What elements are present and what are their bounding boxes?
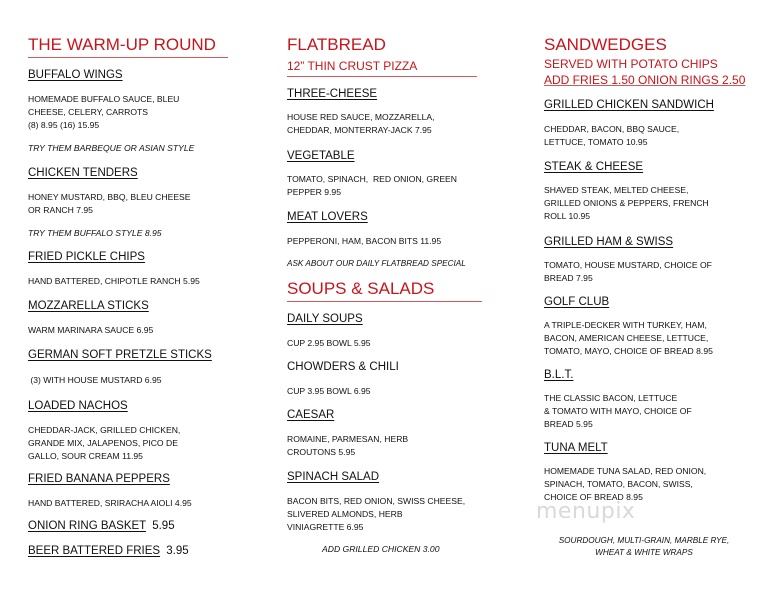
- note-buffalo-style: TRY THEM BUFFALO STYLE 8.95: [28, 228, 162, 238]
- section-subtitle-potato-chips: SERVED WITH POTATO CHIPS: [544, 57, 718, 71]
- desc-line: PEPPER 9.95: [287, 187, 341, 197]
- item-caesar: CAESAR: [287, 409, 335, 421]
- item-daily-soups: DAILY SOUPS: [287, 313, 363, 325]
- item-mozzarella-sticks: MOZZARELLA STICKS: [28, 300, 149, 312]
- item-meat-lovers: MEAT LOVERS: [287, 211, 368, 223]
- desc-line: ROMAINE, PARMESAN, HERB: [287, 434, 409, 444]
- note-bread-choices-1: SOURDOUGH, MULTI-GRAIN, MARBLE RYE,: [558, 536, 730, 545]
- section-subtitle-thin-crust: 12” THIN CRUST PIZZA: [287, 59, 418, 73]
- section-title-soups-salads: SOUPS & SALADS: [287, 279, 435, 298]
- desc-line: CUP 2.95 BOWL 5.95: [287, 338, 371, 348]
- desc-line: BACON BITS, RED ONION, SWISS CHEESE,: [287, 496, 466, 506]
- desc-line: HAND BATTERED, CHIPOTLE RANCH 5.95: [28, 276, 200, 286]
- section-divider: [28, 57, 228, 58]
- desc-line: SLIVERED ALMONDS, HERB: [287, 509, 403, 519]
- section-title-flatbread: FLATBREAD: [287, 35, 386, 54]
- desc-line: PEPPERONI, HAM, BACON BITS 11.95: [287, 236, 442, 246]
- desc-line: CHEDDAR, MONTERRAY-JACK 7.95: [287, 125, 432, 135]
- item-chicken-tenders: CHICKEN TENDERS: [28, 167, 138, 179]
- item-german-pretzle-sticks: GERMAN SOFT PRETZLE STICKS: [28, 349, 212, 361]
- section-divider: [287, 301, 482, 302]
- desc-line: & TOMATO WITH MAYO, CHOICE OF: [544, 406, 692, 416]
- section-subtitle-add-fries: ADD FRIES 1.50 ONION RINGS 2.50: [544, 73, 746, 87]
- desc-line: THE CLASSIC BACON, LETTUCE: [544, 393, 678, 403]
- item-grilled-ham-swiss: GRILLED HAM & SWISS: [544, 236, 674, 248]
- desc-line: GALLO, SOUR CREAM 11.95: [28, 451, 143, 461]
- desc-line: CUP 3.95 BOWL 6.95: [287, 386, 371, 396]
- item-chowders-chili: CHOWDERS & CHILI: [287, 361, 399, 373]
- item-steak-cheese: STEAK & CHEESE: [544, 161, 644, 173]
- section-divider: [287, 76, 477, 77]
- item-spinach-salad: SPINACH SALAD: [287, 471, 380, 483]
- note-bread-choices-2: WHEAT & WHITE WRAPS: [595, 548, 693, 557]
- desc-line: TOMATO, HOUSE MUSTARD, CHOICE OF: [544, 260, 712, 270]
- item-name: BEER BATTERED FRIES: [28, 545, 161, 557]
- desc-line: ROLL 10.95: [544, 211, 591, 221]
- item-fried-banana-peppers: FRIED BANANA PEPPERS: [28, 473, 170, 485]
- desc-line: HOMEMADE BUFFALO SAUCE, BLEU: [28, 94, 180, 104]
- desc-line: GRILLED ONIONS & PEPPERS, FRENCH: [544, 198, 709, 208]
- note-add-grilled-chicken: ADD GRILLED CHICKEN 3.00: [322, 544, 440, 554]
- desc-line: SPINACH, TOMATO, BACON, SWISS,: [544, 479, 693, 489]
- desc-line: TOMATO, SPINACH, RED ONION, GREEN: [287, 174, 457, 184]
- item-price: 5.95: [152, 520, 175, 532]
- item-loaded-nachos: LOADED NACHOS: [28, 400, 128, 412]
- desc-line: CHEDDAR, BACON, BBQ SAUCE,: [544, 124, 680, 134]
- item-name: ONION RING BASKET: [28, 520, 147, 532]
- desc-line: (3) WITH HOUSE MUSTARD 6.95: [28, 375, 162, 385]
- item-vegetable: VEGETABLE: [287, 150, 355, 162]
- desc-line: CHOICE OF BREAD 8.95: [544, 492, 643, 502]
- desc-line: SHAVED STEAK, MELTED CHEESE,: [544, 185, 689, 195]
- desc-line: BREAD 7.95: [544, 273, 593, 283]
- desc-line: VINIAGRETTE 6.95: [287, 522, 364, 532]
- item-grilled-chicken-sandwich: GRILLED CHICKEN SANDWICH: [544, 99, 714, 111]
- desc-line: HAND BATTERED, SRIRACHA AIOLI 4.95: [28, 498, 192, 508]
- desc-line: (8) 8.95 (16) 15.95: [28, 120, 100, 130]
- item-onion-ring-basket: [28, 519, 175, 533]
- note-daily-flatbread: ASK ABOUT OUR DAILY FLATBREAD SPECIAL: [287, 259, 466, 268]
- desc-line: CHEDDAR-JACK, GRILLED CHICKEN,: [28, 425, 181, 435]
- item-buffalo-wings: BUFFALO WINGS: [28, 69, 123, 81]
- item-three-cheese: THREE-CHEESE: [287, 88, 378, 100]
- note-barbeque: TRY THEM BARBEQUE OR ASIAN STYLE: [28, 143, 195, 153]
- desc-line: GRANDE MIX, JALAPENOS, PICO DE: [28, 438, 178, 448]
- desc-line: HONEY MUSTARD, BBQ, BLEU CHEESE: [28, 192, 191, 202]
- desc-line: OR RANCH 7.95: [28, 205, 93, 215]
- desc-line: TOMATO, MAYO, CHOICE OF BREAD 8.95: [544, 346, 713, 356]
- desc-line: BACON, AMERICAN CHEESE, LETTUCE,: [544, 333, 709, 343]
- desc-line: LETTUCE, TOMATO 10.95: [544, 137, 648, 147]
- item-price: 3.95: [166, 545, 189, 557]
- item-beer-battered-fries: [28, 544, 189, 558]
- section-title-sandwedges: SANDWEDGES: [544, 35, 667, 54]
- item-blt: B.L.T.: [544, 369, 574, 381]
- item-tuna-melt: TUNA MELT: [544, 442, 608, 454]
- desc-line: CROUTONS 5.95: [287, 447, 356, 457]
- desc-line: HOMEMADE TUNA SALAD, RED ONION,: [544, 466, 707, 476]
- section-title-warm-up: THE WARM-UP ROUND: [28, 35, 216, 54]
- desc-line: WARM MARINARA SAUCE 6.95: [28, 325, 154, 335]
- item-fried-pickle-chips: FRIED PICKLE CHIPS: [28, 251, 145, 263]
- desc-line: CHEESE, CELERY, CARROTS: [28, 107, 149, 117]
- desc-line: HOUSE RED SAUCE, MOZZARELLA,: [287, 112, 435, 122]
- menupix-watermark: menupix: [536, 499, 636, 524]
- item-golf-club: GOLF CLUB: [544, 296, 610, 308]
- desc-line: BREAD 5.95: [544, 419, 593, 429]
- desc-line: A TRIPLE-DECKER WITH TURKEY, HAM,: [544, 320, 707, 330]
